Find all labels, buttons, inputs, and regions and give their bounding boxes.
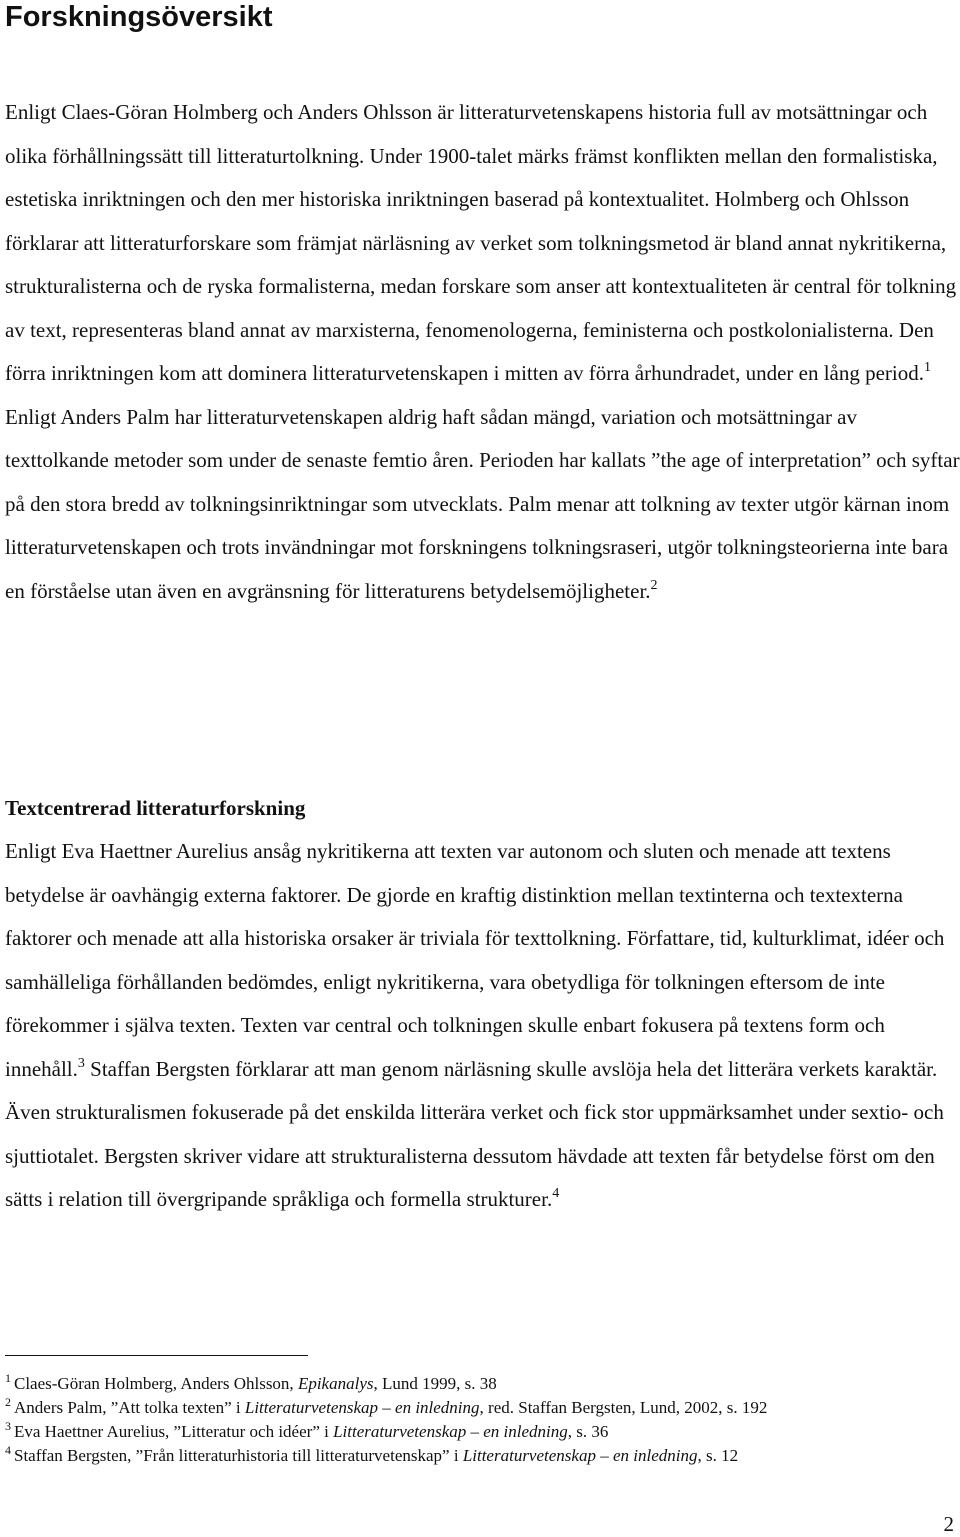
footnote-text: , Lund 1999, s. 38	[373, 1374, 497, 1393]
footnote-text: , s. 36	[567, 1422, 609, 1441]
footnote-reference: 3	[77, 1055, 85, 1071]
footnote-item	[5, 1444, 960, 1468]
footnote-number: 1	[5, 1371, 11, 1385]
footnote-number: 2	[5, 1395, 11, 1409]
footnote-reference: 2	[650, 577, 658, 593]
footnote-text: Eva Haettner Aurelius, ”Litteratur och idéer” i	[14, 1422, 334, 1441]
footnote-book-title: Litteraturvetenskap – en inledning	[462, 1446, 698, 1465]
footnote-item	[5, 1396, 960, 1420]
footnote-book-title: Epikanalys	[297, 1374, 374, 1393]
paragraph-research-overview	[5, 91, 960, 613]
footnote-item	[5, 1372, 960, 1396]
footnote-item	[5, 1420, 960, 1444]
footnote-text: , red. Staffan Bergsten, Lund, 2002, s. 192	[479, 1398, 768, 1417]
footnote-text: Claes-Göran Holmberg, Anders Ohlsson,	[14, 1374, 298, 1393]
footnote-text: Anders Palm, ”Att tolka texten” i	[14, 1398, 245, 1417]
footnote-number: 4	[5, 1443, 11, 1457]
footnote-book-title: Litteraturvetenskap – en inledning	[333, 1422, 568, 1441]
paragraph-text: Enligt Eva Haettner Aurelius ansåg nykritikerna att texten var autonom och sluten och menade att textens betydelse är oavhängig externa faktorer. De gjorde en kraftig distinktion mellan textinterna och textexterna faktorer och menade att alla historiska orsaker är triviala för texttolkning. Författare, tid, kulturklimat, idéer och samhälleliga förhållanden bedömdes, enligt nykritikerna, vara obetydliga för tolkningen eftersom de inte förekommer i själva texten. Texten var central och tolkningen skulle enbart fokusera på textens form och innehåll.	[5, 839, 945, 1081]
section-heading: Textcentrerad litteraturforskning	[5, 796, 306, 820]
paragraph-text: Staffan Bergsten förklarar att man genom närläsning skulle avslöja hela det litterära verkets karaktär. Även strukturalismen fokuserade på det enskilda litterära verket och fick stor uppmärksamhet under sextio- och sjuttiotalet. Bergsten skriver vidare att strukturalisterna dessutom hävdade att texten får betydelse först om den sätts i relation till övergripande språkliga och formella strukturer.	[5, 1056, 944, 1211]
paragraph-text-centred-research	[5, 830, 960, 1222]
footnote-text: , s. 12	[697, 1446, 739, 1465]
footnote-reference: 4	[552, 1186, 560, 1201]
footnote-number: 3	[5, 1419, 11, 1433]
footnote-text: Staffan Bergsten, ”Från litteraturhistoria till litteraturvetenskap” i	[14, 1446, 463, 1465]
paragraph-text: Enligt Anders Palm har litteraturvetenskapen aldrig haft sådan mängd, variation och motsättningar av texttolkande metoder som under de senaste femtio åren. Perioden har kallats ”the age of interpretation” och syftar på den stora bredd av tolkningsinriktningar som utvecklats. Palm menar att tolkning av texter utgör kärnan inom litteraturvetenskapen och trots invändningar mot forskningens tolkningsraseri, utgör tolkningsteorierna inte bara en förståelse utan även en avgränsning för litteraturens betydelsemöjligheter.	[5, 404, 960, 603]
page-number: 2	[943, 1512, 954, 1536]
page-title: Forskningsöversikt	[5, 1, 273, 33]
footnote-divider	[5, 1355, 308, 1356]
footnotes-list	[5, 1372, 960, 1468]
footnote-reference: 1	[924, 360, 932, 375]
footnote-book-title: Litteraturvetenskap – en inledning	[244, 1398, 480, 1417]
paragraph-text: Enligt Claes-Göran Holmberg och Anders Ohlsson är litteraturvetenskapens historia full av motsättningar och olika förhållningssätt till litteraturtolkning. Under 1900-talet märks främst konflikten mellan den formalistiska, estetiska inriktningen och den mer historiska inriktningen baserad på kontextualitet. Holmberg och Ohlsson förklarar att litteraturforskare som främjat närläsning av verket som tolkningsmetod är bland annat nykritikerna, strukturalisterna och de ryska formalisterna, medan forskare som anser att kontextualiteten är central för tolkning av text, representeras bland annat av marxisterna, fenomenologerna, feministerna och postkolonialisterna. Den förra inriktningen kom att dominera litteraturvetenskapen i mitten av förra århundradet, under en lång period.	[5, 100, 957, 385]
